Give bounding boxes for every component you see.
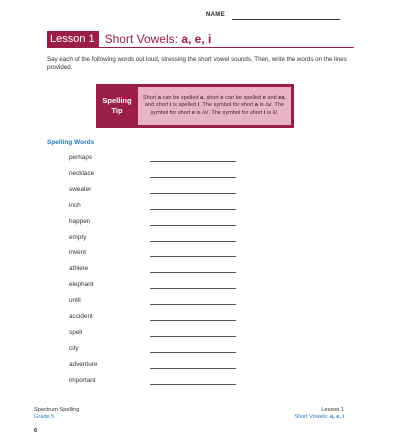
tip-text-part: i bbox=[263, 109, 266, 116]
name-write-line[interactable] bbox=[232, 19, 340, 20]
word-row bbox=[0, 234, 400, 244]
spelling-word: sweater bbox=[69, 185, 92, 193]
answer-line[interactable] bbox=[150, 320, 236, 321]
answer-line[interactable] bbox=[150, 209, 236, 210]
word-row bbox=[0, 361, 400, 371]
answer-line[interactable] bbox=[150, 368, 236, 369]
word-row bbox=[0, 202, 400, 212]
answer-line[interactable] bbox=[150, 384, 236, 385]
tip-text-part: e bbox=[220, 95, 224, 102]
word-row bbox=[0, 297, 400, 307]
answer-line[interactable] bbox=[150, 288, 236, 289]
lesson-title bbox=[105, 32, 212, 46]
header-divider bbox=[47, 47, 354, 48]
lesson-badge-number: 1 bbox=[88, 33, 95, 45]
answer-line[interactable] bbox=[150, 177, 236, 178]
answer-line[interactable] bbox=[150, 256, 236, 257]
tip-label-line2: Tip bbox=[111, 106, 123, 115]
answer-line[interactable] bbox=[150, 336, 236, 337]
word-row bbox=[0, 313, 400, 323]
tip-text-part: a bbox=[157, 95, 161, 102]
tip-text-part: i bbox=[197, 102, 200, 109]
lesson-title-letters: a, e, i bbox=[181, 32, 212, 46]
answer-line[interactable] bbox=[150, 225, 236, 226]
answer-line[interactable] bbox=[150, 304, 236, 305]
answer-line[interactable] bbox=[150, 161, 236, 162]
word-row bbox=[0, 186, 400, 196]
page-number: 6 bbox=[34, 428, 38, 434]
spelling-word: empty bbox=[69, 233, 87, 241]
word-row bbox=[0, 265, 400, 275]
footer-lesson-label: Lesson 1 bbox=[321, 407, 344, 413]
footer-lesson-sub-prefix: Short Vowels: bbox=[294, 414, 330, 420]
answer-line[interactable] bbox=[150, 272, 236, 273]
spelling-word: adventure bbox=[69, 360, 98, 368]
word-row bbox=[0, 329, 400, 339]
spelling-word: until bbox=[69, 297, 81, 305]
word-row bbox=[0, 345, 400, 355]
spelling-word: city bbox=[69, 344, 79, 352]
spelling-word: perhaps bbox=[69, 154, 93, 161]
tip-text-part: e bbox=[191, 109, 195, 116]
word-row bbox=[0, 218, 400, 228]
spelling-words-heading: Spelling Words bbox=[47, 139, 95, 146]
word-row bbox=[0, 281, 400, 291]
tip-text-part: can be spelled bbox=[160, 95, 201, 102]
word-row bbox=[0, 170, 400, 180]
lesson-badge bbox=[47, 31, 99, 47]
footer-grade: Grade 5 bbox=[34, 414, 55, 420]
tip-text-part: Short bbox=[142, 95, 158, 102]
footer-right bbox=[294, 407, 344, 421]
footer-book-title: Spectrum Spelling bbox=[34, 407, 80, 413]
spelling-tip-text bbox=[141, 95, 288, 117]
tip-text-part: a bbox=[254, 102, 259, 109]
tip-text-part: . The symbol for short bbox=[199, 102, 255, 109]
spelling-word: athlete bbox=[69, 265, 89, 273]
tip-text-part: a bbox=[200, 95, 204, 102]
spelling-word: invent bbox=[69, 249, 87, 257]
tip-text-part: is /e/. The symbol for short bbox=[194, 109, 264, 116]
lesson-title-prefix: Short Vowels: bbox=[104, 32, 182, 46]
word-row bbox=[0, 249, 400, 259]
footer-lesson-subtitle bbox=[294, 414, 344, 421]
spelling-word: inch bbox=[69, 201, 81, 209]
spelling-word: elephant bbox=[69, 281, 94, 289]
spelling-word: important bbox=[69, 376, 96, 384]
lesson-header bbox=[47, 31, 211, 47]
tip-label-line1: Spelling bbox=[102, 96, 132, 105]
tip-text-part: e bbox=[262, 95, 266, 102]
tip-text-part: is spelled bbox=[171, 102, 198, 109]
tip-text-part: is /a/. The symbol for short bbox=[150, 102, 285, 116]
tip-text-part: can be spelled bbox=[223, 95, 263, 102]
tip-text-part: is /i/. bbox=[265, 109, 279, 116]
word-row bbox=[0, 154, 400, 164]
instructions-text: Say each of the following words out loud, stressing the short vowel sounds. Then, write the words on the lines provided. bbox=[47, 56, 347, 71]
spelling-word: accident bbox=[69, 313, 93, 320]
tip-text-part: , and short bbox=[144, 95, 287, 109]
answer-line[interactable] bbox=[150, 241, 236, 242]
spelling-word: spell bbox=[69, 328, 83, 336]
tip-text-part: ea bbox=[278, 95, 285, 102]
footer-left bbox=[34, 407, 79, 421]
tip-text-part: i bbox=[169, 102, 172, 109]
answer-line[interactable] bbox=[150, 193, 236, 194]
tip-text-part: and bbox=[265, 95, 279, 102]
lesson-badge-word: Lesson bbox=[50, 33, 86, 45]
spelling-word: happen bbox=[69, 217, 91, 225]
spelling-tip-label bbox=[96, 84, 138, 128]
word-row bbox=[0, 377, 400, 387]
name-label: NAME bbox=[206, 12, 225, 18]
spelling-tip-content bbox=[138, 87, 291, 125]
answer-line[interactable] bbox=[150, 352, 236, 353]
footer-lesson-sub-letters: a, e, i bbox=[330, 414, 344, 420]
spelling-word: necklace bbox=[69, 169, 95, 177]
tip-text-part: , short bbox=[203, 95, 221, 102]
spelling-tip-box bbox=[96, 84, 294, 128]
